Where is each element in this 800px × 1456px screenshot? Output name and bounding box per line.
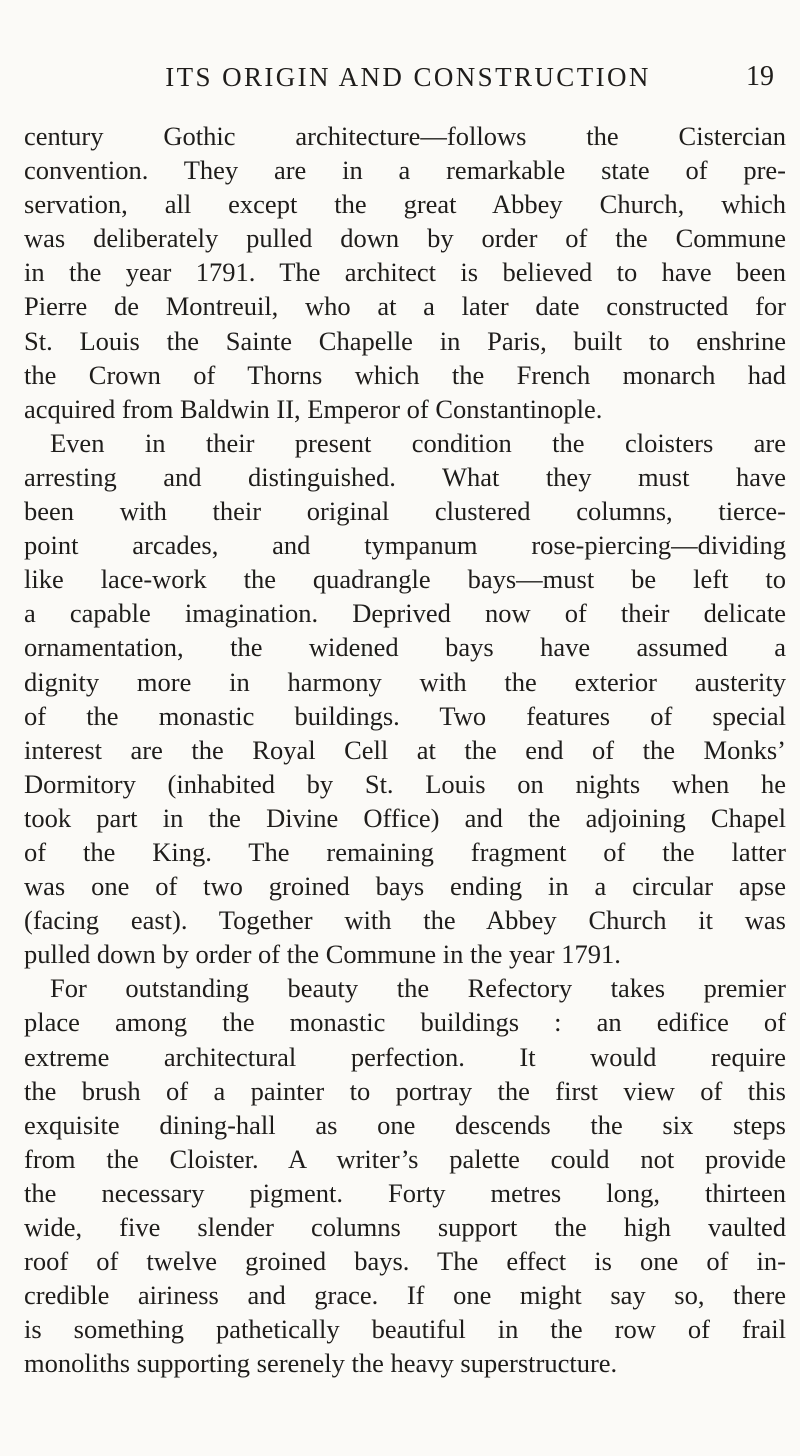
text-line: point arcades, and tympanum rose-piercing—dividing bbox=[24, 530, 786, 561]
text-line: credible airiness and grace. If one might say so, there bbox=[24, 1280, 786, 1311]
text-line: Dormitory (inhabited by St. Louis on nights when he bbox=[24, 768, 786, 799]
text-line: (facing east). Together with the Abbey Church it was bbox=[24, 905, 786, 936]
text-line: For outstanding beauty the Refectory takes premier bbox=[50, 973, 786, 1004]
text-line: interest are the Royal Cell at the end of the Monks’ bbox=[24, 734, 786, 765]
text-line: pulled down by order of the Commune in the year 1791. bbox=[24, 939, 621, 970]
text-line: in the year 1791. The architect is believed to have been bbox=[24, 257, 786, 288]
text-line: wide, five slender columns support the high vaulted bbox=[24, 1212, 786, 1242]
text-line: like lace-work the quadrangle bays—must be left to bbox=[24, 564, 786, 595]
text-line: was one of two groined bays ending in a circular apse bbox=[24, 871, 786, 902]
text-line: ornamentation, the widened bays have assumed a bbox=[24, 632, 786, 663]
text-line: convention. They are in a remarkable state of pre- bbox=[24, 155, 786, 186]
text-line: roof of twelve groined bays. The effect is one of in- bbox=[24, 1246, 786, 1277]
text-line: Even in their present condition the cloisters are bbox=[50, 427, 786, 458]
text-line: dignity more in harmony with the exterior austerity bbox=[24, 666, 786, 697]
text-line: exquisite dining-hall as one descends the six steps bbox=[24, 1109, 786, 1140]
text-line: servation, all except the great Abbey Church, which bbox=[24, 189, 786, 220]
text-line: is something pathetically beautiful in the row of frail bbox=[24, 1314, 786, 1345]
text-line: century Gothic architecture—follows the Cistercian bbox=[24, 121, 786, 151]
text-line: the necessary pigment. Forty metres long, thirteen bbox=[24, 1177, 786, 1208]
running-title: ITS ORIGIN AND CONSTRUCTION bbox=[165, 62, 651, 92]
body-text bbox=[24, 119, 786, 1380]
text-line: acquired from Baldwin II, Emperor of Constantinople. bbox=[24, 393, 603, 424]
text-line: the Crown of Thorns which the French monarch had bbox=[24, 359, 786, 390]
text-line: extreme architectural perfection. It would require bbox=[24, 1041, 786, 1072]
text-line: monoliths supporting serenely the heavy superstructure. bbox=[24, 1348, 618, 1379]
running-head bbox=[0, 62, 800, 102]
text-line: St. Louis the Sainte Chapelle in Paris, built to enshrine bbox=[24, 325, 786, 356]
text-line: of the monastic buildings. Two features of special bbox=[24, 700, 786, 731]
text-line: arresting and distinguished. What they must have bbox=[24, 461, 786, 492]
text-line: a capable imagination. Deprived now of their delicate bbox=[24, 598, 786, 629]
text-line: the brush of a painter to portray the first view of this bbox=[24, 1075, 786, 1106]
text-line: took part in the Divine Office) and the adjoining Chapel bbox=[24, 802, 786, 833]
text-line: from the Cloister. A writer’s palette could not provide bbox=[24, 1143, 786, 1174]
text-line: Pierre de Montreuil, who at a later date constructed for bbox=[24, 291, 786, 322]
text-line: place among the monastic buildings : an edifice of bbox=[24, 1007, 786, 1038]
text-line: been with their original clustered columns, tierce- bbox=[24, 496, 786, 527]
text-line: of the King. The remaining fragment of the latter bbox=[24, 836, 786, 867]
text-line: was deliberately pulled down by order of the Commune bbox=[24, 223, 786, 254]
page-number: 19 bbox=[746, 61, 774, 92]
